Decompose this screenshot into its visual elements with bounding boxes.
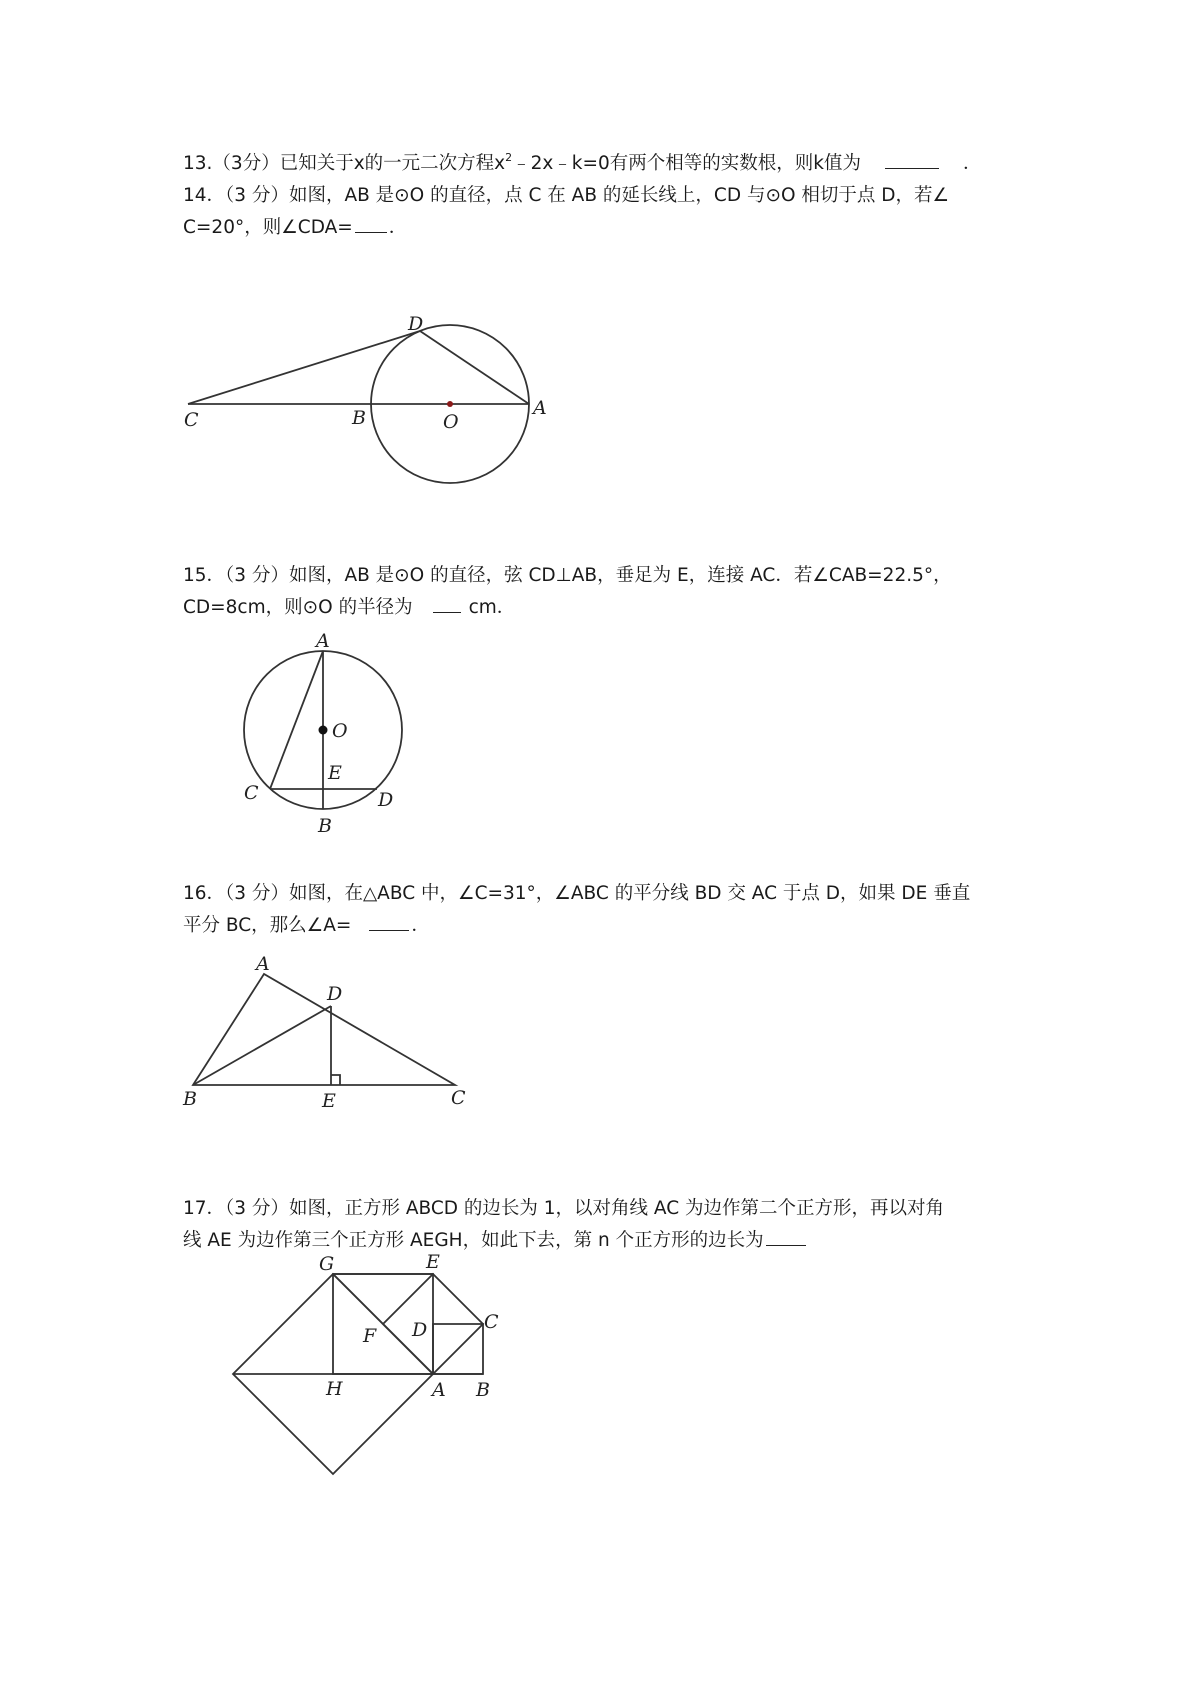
label-c: C bbox=[484, 1311, 499, 1333]
label-a: A bbox=[533, 397, 547, 419]
label-o: O bbox=[443, 411, 459, 433]
label-b: B bbox=[476, 1379, 490, 1401]
label-c: C bbox=[184, 409, 199, 431]
label-f: F bbox=[363, 1325, 377, 1347]
label-a: A bbox=[432, 1379, 446, 1401]
exponent: 2 bbox=[505, 151, 513, 164]
label-b: B bbox=[352, 407, 366, 429]
question-16-line-2: 平分 BC，那么∠A= ． bbox=[183, 910, 1033, 942]
label-d: D bbox=[327, 983, 343, 1005]
question-15-line-1: 15．（3 分）如图，AB 是⊙O 的直径，弦 CD⊥AB，垂足为 E，连接 AC．若∠CAB=22.5°， bbox=[183, 565, 952, 586]
question-13-line: 13.（3分）已知关于x的一元二次方程$x^2﹣2x﹣k=0$有两个相等的实数根，则k值为 ． bbox=[183, 151, 982, 174]
label-d: D bbox=[408, 313, 424, 335]
label-h: H bbox=[326, 1378, 343, 1400]
label-a: A bbox=[316, 630, 330, 652]
label-c: C bbox=[451, 1087, 466, 1109]
label-c: C bbox=[244, 782, 259, 804]
question-14-line-2: C=20°，则∠CDA= ． bbox=[183, 212, 1033, 244]
question-17-line-1: 17．（3 分）如图，正方形 ABCD 的边长为 1，以对角线 AC 为边作第二个正方形，再以对角 bbox=[183, 1198, 945, 1219]
label-d: D bbox=[378, 789, 394, 811]
label-a: A bbox=[256, 953, 270, 975]
label-b: B bbox=[318, 815, 332, 837]
label-e: E bbox=[328, 762, 342, 784]
label-e: E bbox=[426, 1251, 440, 1273]
question-15-line-2: CD=8cm，则⊙O 的半径为 cm． bbox=[183, 592, 1033, 624]
label-o: O bbox=[332, 720, 348, 742]
question-14-line-1: 14．（3 分）如图，AB 是⊙O 的直径，点 C 在 AB 的延长线上，CD 与⊙O 相切于点 D，若∠ bbox=[183, 185, 950, 206]
label-g: G bbox=[319, 1253, 335, 1275]
label-d: D bbox=[412, 1319, 428, 1341]
question-16-line-1: 16．（3 分）如图，在△ABC 中，∠C=31°，∠ABC 的平分线 BD 交 AC 于点 D，如果 DE 垂直 bbox=[183, 883, 971, 904]
label-e: E bbox=[322, 1090, 336, 1112]
question-17-line-2: 线 AE 为边作第三个正方形 AEGH，如此下去，第 n 个正方形的边长为 bbox=[183, 1225, 1033, 1257]
label-b: B bbox=[183, 1088, 197, 1110]
